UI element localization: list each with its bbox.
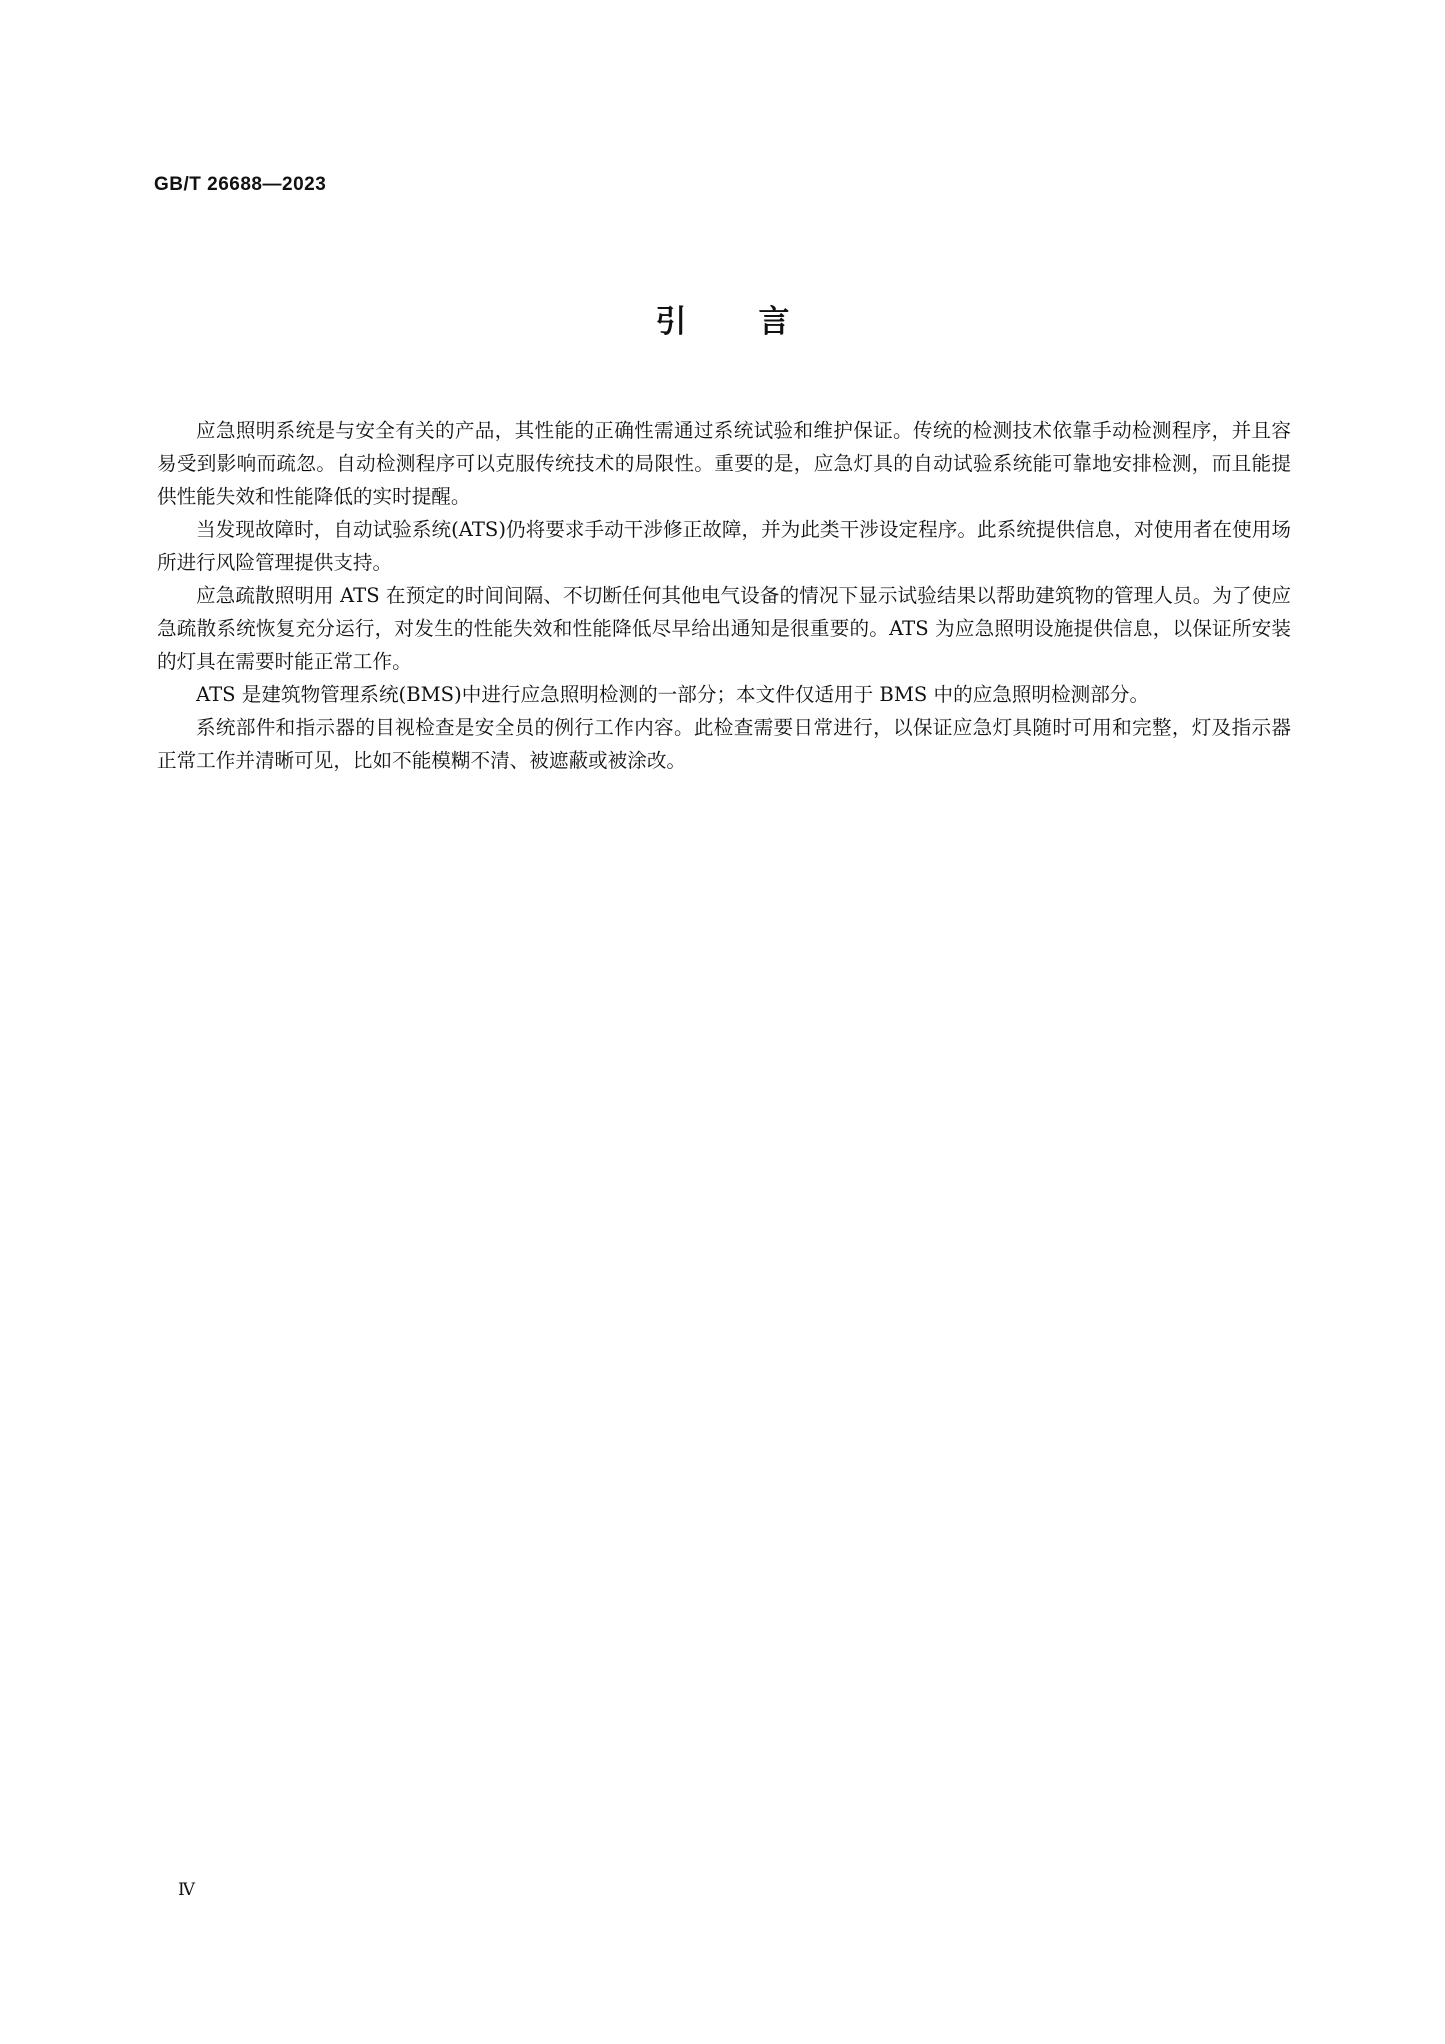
paragraph: 应急疏散照明用 ATS 在预定的时间间隔、不切断任何其他电气设备的情况下显示试验结果以帮助建筑物的管理人员。为了使应急疏散系统恢复充分运行，对发生的性能失效和性能降低尽早给出通知是很重要的。ATS 为应急照明设施提供信息，以保证所安装的灯具在需要时能正常工作。 [157, 584, 1291, 673]
introduction-body [157, 414, 1291, 777]
page-number: Ⅳ [178, 1880, 195, 1900]
standard-code: GB/T 26688—2023 [154, 174, 327, 195]
paragraph: 系统部件和指示器的目视检查是安全员的例行工作内容。此检查需要日常进行，以保证应急灯具随时可用和完整，灯及指示器正常工作并清晰可见，比如不能模糊不清、被遮蔽或被涂改。 [157, 716, 1291, 772]
paragraph: 当发现故障时，自动试验系统(ATS)仍将要求手动干涉修正故障，并为此类干涉设定程序。此系统提供信息，对使用者在使用场所进行风险管理提供支持。 [157, 518, 1291, 574]
paragraph: ATS 是建筑物管理系统(BMS)中进行应急照明检测的一部分；本文件仅适用于 BMS 中的应急照明检测部分。 [196, 683, 1150, 706]
page-title: 引言 [655, 304, 862, 340]
paragraph: 应急照明系统是与安全有关的产品，其性能的正确性需通过系统试验和维护保证。传统的检测技术依靠手动检测程序，并且容易受到影响而疏忽。自动检测程序可以克服传统技术的局限性。重要的是，应急灯具的自动试验系统能可靠地安排检测，而且能提供性能失效和性能降低的实时提醒。 [157, 419, 1291, 508]
